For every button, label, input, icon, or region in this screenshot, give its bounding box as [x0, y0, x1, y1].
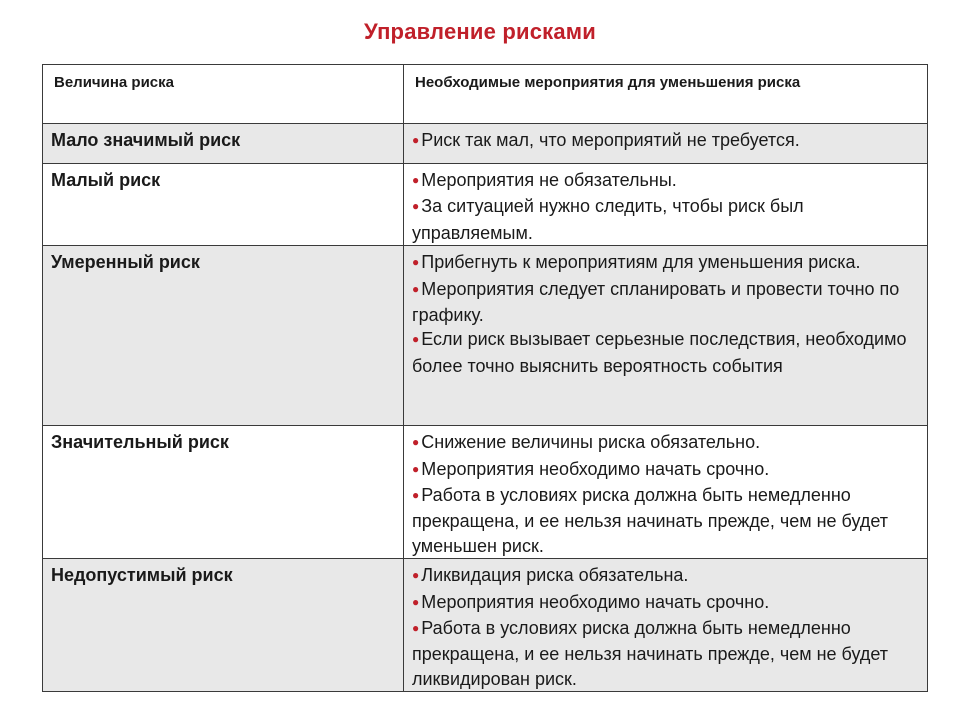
list-item: ● Снижение величины риска обязательно. [412, 432, 761, 453]
list-item: ● Мероприятия необходимо начать срочно. [412, 591, 770, 612]
list-item: ● Прибегнуть к мероприятиям для уменьшения риска. [412, 252, 861, 273]
bullet-icon: ● [412, 281, 420, 296]
table-row [43, 559, 928, 692]
list-item: ● Работа в условиях риска должна быть немедленно прекращена, и ее нельзя начинать прежде, чем не будет уменьшен риск. [412, 485, 889, 556]
page-title: Управление рисками [364, 19, 596, 44]
table-row [43, 426, 928, 559]
list-item: ● За ситуацией нужно следить, чтобы риск был управляемым. [412, 196, 804, 243]
measures-cell [404, 559, 928, 692]
bullet-icon: ● [412, 568, 420, 583]
measures-cell [404, 426, 928, 559]
bullet-icon: ● [412, 173, 420, 187]
table-row [43, 124, 928, 164]
risk-level-cell: Умеренный риск [43, 246, 404, 426]
risk-level-cell: Недопустимый риск [43, 559, 404, 692]
bullet-icon: ● [412, 461, 420, 476]
header-risk-level: Величина риска [43, 65, 404, 124]
list-item: ● Риск так мал, что мероприятий не требуется. [412, 130, 800, 150]
bullet-icon: ● [412, 594, 420, 609]
list-item: ● Если риск вызывает серьезные последствия, необходимо более точно выяснить вероятность события [412, 329, 907, 376]
risk-level-cell: Мало значимый риск [43, 124, 404, 164]
header-required-measures: Необходимые мероприятия для уменьшения риска [404, 65, 928, 124]
bullet-icon: ● [412, 255, 420, 270]
list-item: ● Ликвидация риска обязательна. [412, 565, 689, 586]
measures-cell [404, 164, 928, 246]
risk-level-cell: Малый риск [43, 164, 404, 246]
bullet-icon: ● [412, 488, 420, 503]
bullet-icon: ● [412, 332, 420, 347]
bullet-icon: ● [412, 133, 420, 147]
bullet-icon: ● [412, 621, 420, 636]
table-row [43, 246, 928, 426]
list-item: ● Работа в условиях риска должна быть немедленно прекращена, и ее нельзя начинать прежде, чем не будет ликвидирован риск. [412, 618, 889, 689]
measures-cell [404, 124, 928, 164]
measures-cell [404, 246, 928, 426]
risk-level-cell: Значительный риск [43, 426, 404, 559]
bullet-icon: ● [412, 199, 420, 214]
list-item: ● Мероприятия следует спланировать и провести точно по графику. [412, 278, 900, 326]
table-header-row [43, 65, 928, 124]
bullet-icon: ● [412, 435, 420, 450]
list-item: ● Мероприятия не обязательны. [412, 170, 677, 190]
risk-management-table [42, 64, 928, 692]
table-row [43, 164, 928, 246]
list-item: ● Мероприятия необходимо начать срочно. [412, 458, 770, 479]
